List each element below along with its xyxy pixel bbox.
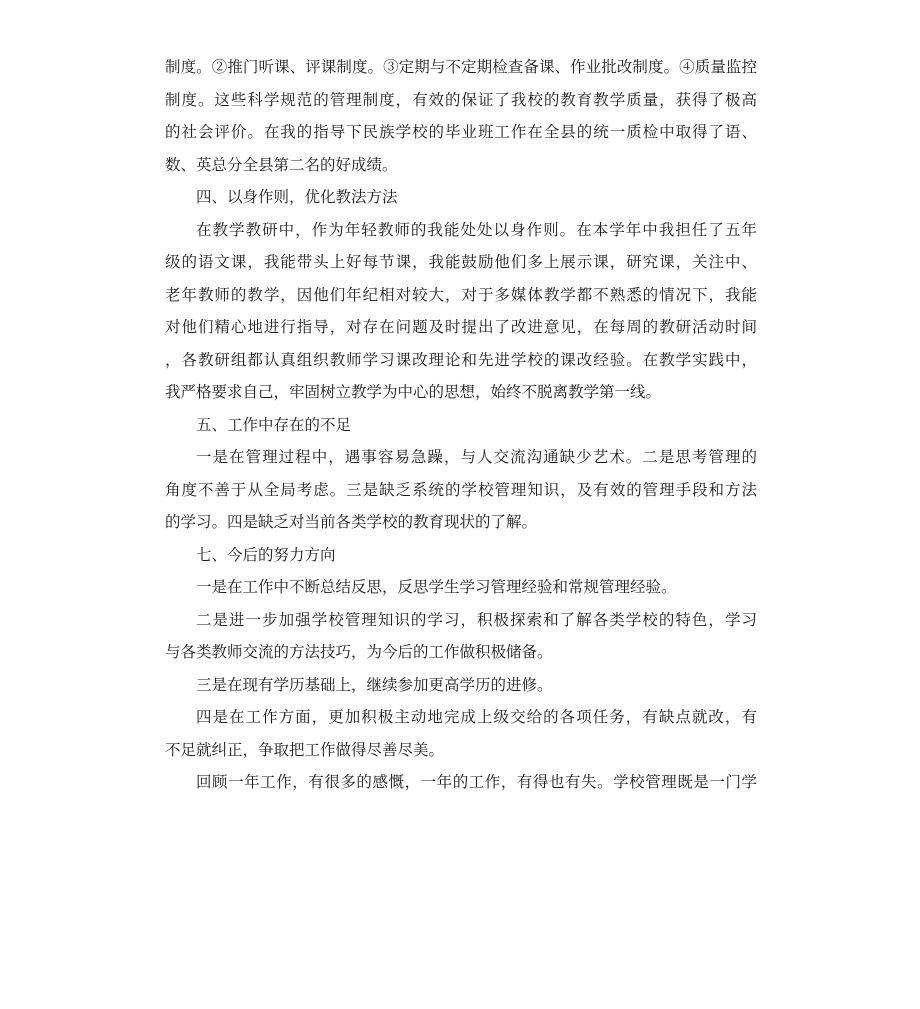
text-line: 在教学教研中，作为年轻教师的我能处处以身作则。在本学年中我担任了五年	[196, 220, 757, 239]
text-line: 对他们精心地进行指导，对存在问题及时提出了改进意见，在每周的教研活动时间	[165, 318, 757, 336]
text-line: 回顾一年工作，有很多的感慨，一年的工作，有得也有失。学校管理既是一门学	[196, 773, 757, 791]
text-line: 三是在现有学历基础上，继续参加更高学历的进修。	[196, 675, 553, 694]
text-line: 五、工作中存在的不足	[196, 415, 352, 434]
text-line: 老年教师的教学，因他们年纪相对较大，对于多媒体教学都不熟悉的情况下，我能	[165, 285, 757, 304]
text-line: ，各教研组都认真组织教师学习课改理论和先进学校的课改经验。在教学实践中，	[165, 350, 757, 369]
text-line: 与各类教师交流的方法技巧，为今后的工作做积极储备。	[165, 643, 553, 661]
text-line: 制度。这些科学规范的管理制度，有效的保证了我校的教育教学质量，获得了极高	[165, 90, 757, 109]
text-line: 一是在工作中不断总结反思，反思学生学习管理经验和常规管理经验。	[196, 578, 677, 596]
text-line: 四、以身作则，优化教法方法	[196, 188, 398, 206]
text-line: 级的语文课，我能带头上好每节课，我能鼓励他们多上展示课，研究课，关注中、	[165, 253, 757, 271]
text-line: 的学习。四是缺乏对当前各类学校的教育现状的了解。	[165, 513, 538, 531]
text-line: 角度不善于从全局考虑。三是缺乏系统的学校管理知识，及有效的管理手段和方法	[165, 480, 757, 499]
text-line: 四是在工作方面，更加积极主动地完成上级交给的各项任务，有缺点就改，有	[196, 708, 757, 726]
document-page	[165, 51, 757, 799]
text-line: 我严格要求自己，牢固树立教学为中心的思想，始终不脱离教学第一线。	[165, 383, 662, 401]
text-line: 一是在管理过程中，遇事容易急躁，与人交流沟通缺少艺术。二是思考管理的	[196, 448, 757, 466]
text-line: 的社会评价。在我的指导下民族学校的毕业班工作在全县的统一质检中取得了语、	[165, 123, 757, 141]
text-line: 不足就纠正，争取把工作做得尽善尽美。	[165, 740, 445, 759]
text-line: 制度。②推门听课、评课制度。③定期与不定期检查备课、作业批改制度。④质量监控	[165, 58, 757, 76]
text-line: 七、今后的努力方向	[196, 545, 336, 564]
text-line: 二是进一步加强学校管理知识的学习，积极探索和了解各类学校的特色，学习	[196, 610, 757, 629]
text-line: 数、英总分全县第二名的好成绩。	[165, 155, 398, 174]
